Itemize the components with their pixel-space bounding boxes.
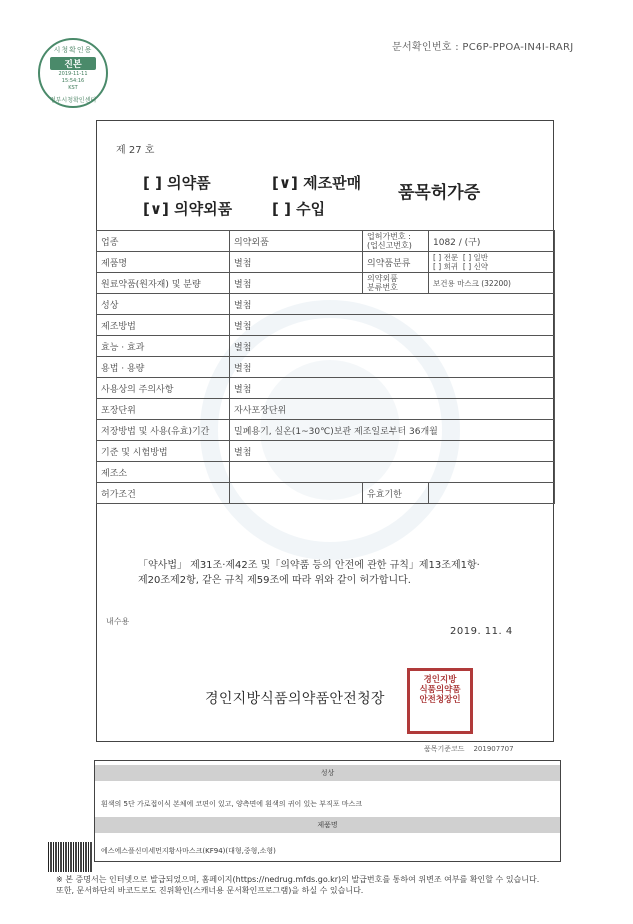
package-label: 포장단위 — [97, 399, 230, 420]
table-row — [97, 420, 555, 441]
seal-time: 15:54:16 — [61, 78, 85, 84]
issuing-agency: 경인지방식품의약품안전청장 — [205, 691, 385, 707]
standard-label: 기준 및 시험방법 — [97, 441, 230, 462]
official-stamp: 경인지방 식품의약품 안전청장인 — [407, 668, 473, 734]
table-row — [97, 441, 555, 462]
document-number: 제 27 호 — [116, 145, 155, 156]
industry-label: 업종 — [97, 231, 230, 252]
legal-statement: 「약사법」 제31조·제42조 및「의약품 등의 안전에 관한 규칙」제13조제1항· 제20조제2항, 같은 규칙 제59조에 따라 위와 같이 허가합니다. — [138, 560, 480, 586]
table-row — [97, 357, 555, 378]
attachment-product-text: 에스에스플신미세먼지황사마스크(KF94)(대형,중형,소형) — [101, 847, 276, 855]
property-value: 별첨 — [230, 294, 555, 315]
standard-value: 별첨 — [230, 441, 555, 462]
table-row — [97, 231, 555, 252]
barcode-image — [48, 842, 92, 872]
table-row — [97, 294, 555, 315]
authenticity-seal — [38, 38, 108, 108]
method-value: 별첨 — [230, 315, 555, 336]
form-code: 품목기준코드 201907707 — [424, 745, 514, 753]
page-title: 품목허가증 — [398, 183, 481, 203]
permit-number-label: 업허가번호 : (업신고번호) — [363, 231, 429, 252]
storage-label: 저장방법 및 사용(유효)기간 — [97, 420, 230, 441]
dosage-value: 별첨 — [230, 357, 555, 378]
permit-table — [96, 230, 555, 504]
attachment-product-header: 제품명 — [95, 817, 560, 833]
quasi-class-label: 의약외품 분류번호 — [363, 273, 429, 294]
drug-class-value: [ ] 전문 [ ] 일반 [ ] 희귀 [ ] 신약 — [429, 252, 555, 273]
caution-label: 사용상의 주의사항 — [97, 378, 230, 399]
package-value: 자사포장단위 — [230, 399, 555, 420]
efficacy-label: 효능 · 효과 — [97, 336, 230, 357]
option-import: [ ] 수입 — [272, 200, 326, 218]
table-row — [97, 462, 555, 483]
issuance-notice: ※ 본 증명서는 인터넷으로 발급되었으며, 홈페이지(https://nedrug.mfds.go.kr)의 발급번호를 통하여 위변조 여부를 확인할 수 있습니다. 또한, 문서하단의 바코드로도 진위확인(스캐너용 문서확인프로그램)을 하실 수 있습니다. — [56, 875, 540, 895]
caution-value: 별첨 — [230, 378, 555, 399]
table-row — [97, 273, 555, 294]
permit-number-value: 1082 / (구) — [429, 231, 555, 252]
seal-timezone: KST — [68, 85, 78, 91]
industry-value: 의약외품 — [230, 231, 363, 252]
product-name-label: 제품명 — [97, 252, 230, 273]
expiry-label: 유효기한 — [363, 483, 429, 504]
attachment-property-text: 흰색의 5단 가로접이식 본체에 코편이 있고, 양측면에 흰색의 귀이 있는 부직포 마스크 — [101, 800, 363, 808]
seal-date: 2019-11-11 — [58, 71, 88, 77]
drug-class-label: 의약품분류 — [363, 252, 429, 273]
property-label: 성상 — [97, 294, 230, 315]
table-row — [97, 252, 555, 273]
storage-value: 밀폐용기, 실온(1~30℃)보관 제조일로부터 36개월 — [230, 420, 555, 441]
quasi-class-value: 보건용 마스크 (32200) — [429, 273, 555, 294]
option-quasi-drug: [∨] 의약외품 — [143, 200, 233, 218]
seal-bottom-text: 정부시청확인센터 — [49, 97, 97, 104]
efficacy-value: 별첨 — [230, 336, 555, 357]
received-note: 내수용 — [106, 617, 130, 626]
table-row — [97, 399, 555, 420]
document-confirm-number: 문서확인번호 : PC6P-PPOA-IN4I-RARJ — [392, 42, 574, 53]
manufacturer-label: 제조소 — [97, 462, 230, 483]
seal-top-text: 시청확인용 — [53, 46, 93, 54]
product-name-value: 별첨 — [230, 252, 363, 273]
ingredient-label: 원료약품(원자재) 및 분량 — [97, 273, 230, 294]
option-manufacture: [∨] 제조판매 — [272, 174, 362, 192]
dosage-label: 용법 · 용량 — [97, 357, 230, 378]
attachment-property-header: 성상 — [95, 765, 560, 781]
method-label: 제조방법 — [97, 315, 230, 336]
attachment-box — [94, 760, 561, 862]
table-row — [97, 336, 555, 357]
condition-value — [230, 483, 363, 504]
seal-main-text: 진본 — [50, 57, 96, 70]
table-row — [97, 378, 555, 399]
table-row — [97, 315, 555, 336]
issue-date: 2019. 11. 4 — [450, 626, 513, 637]
manufacturer-value — [230, 462, 555, 483]
option-drug: [ ] 의약품 — [143, 174, 211, 192]
condition-label: 허가조건 — [97, 483, 230, 504]
table-row — [97, 483, 555, 504]
expiry-value — [429, 483, 555, 504]
ingredient-value: 별첨 — [230, 273, 363, 294]
